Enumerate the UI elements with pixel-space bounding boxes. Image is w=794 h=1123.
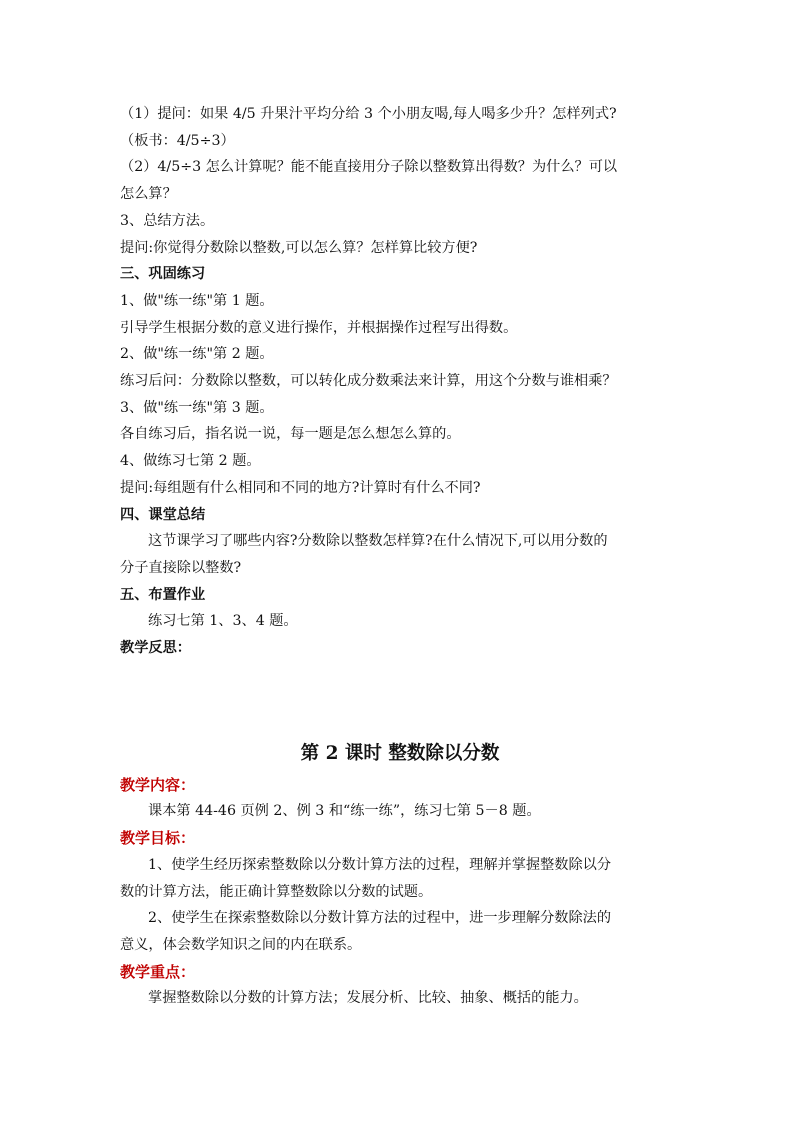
lesson-title: 第 2 课时 整数除以分数 xyxy=(300,742,500,764)
practice-4: 4、做练习七第 2 题。 xyxy=(120,453,261,470)
document-body xyxy=(120,101,680,1012)
question-2-part-2: 怎么算？ xyxy=(120,186,177,203)
summary-question: 提问:你觉得分数除以整数,可以怎么算？怎样算比较方便? xyxy=(120,239,478,256)
goal-2-line-1: 2、使学生在探索整数除以分数计算方法的过程中，进一步理解分数除法的 xyxy=(148,910,612,927)
practice-2: 2、做"练一练"第 2 题。 xyxy=(120,346,274,363)
goal-1-line-2: 数的计算方法，能正确计算整数除以分数的试题。 xyxy=(120,883,433,900)
practice-1-note: 引导学生根据分数的意义进行操作，并根据操作过程写出得数。 xyxy=(120,319,518,336)
heading-practice: 三、巩固练习 xyxy=(120,266,206,283)
practice-1: 1、做"练一练"第 1 题。 xyxy=(120,292,274,309)
practice-2-note: 练习后问：分数除以整数，可以转化成分数乘法来计算，用这个分数与谁相乘？ xyxy=(120,373,617,390)
teaching-content-heading: 教学内容： xyxy=(120,775,196,794)
key-point-heading: 教学重点： xyxy=(120,962,196,981)
class-summary-line-2: 分子直接除以整数? xyxy=(120,559,242,576)
heading-homework: 五、布置作业 xyxy=(120,586,206,603)
board-note: （板书：4/5÷3） xyxy=(120,132,235,149)
section-gap xyxy=(120,662,680,733)
class-summary-line-1: 这节课学习了哪些内容?分数除以整数怎样算?在什么情况下,可以用分数的 xyxy=(148,533,608,550)
key-point-text: 掌握整数除以分数的计算方法；发展分析、比较、抽象、概括的能力。 xyxy=(148,990,588,1007)
goal-1-line-1: 1、使学生经历探索整数除以分数计算方法的过程，理解并掌握整数除以分 xyxy=(148,856,612,873)
teaching-content-text: 课本第 44-46 页例 2、例 3 和“练一练”，练习七第 5－8 题。 xyxy=(148,803,541,820)
heading-class-summary: 四、课堂总结 xyxy=(120,506,206,523)
goal-2-line-2: 意义，体会数学知识之间的内在联系。 xyxy=(120,936,362,953)
homework-text: 练习七第 1、3、4 题。 xyxy=(148,613,298,630)
teaching-reflection-label: 教学反思： xyxy=(120,640,191,657)
question-2-part-1: （2）4/5÷3 怎么计算呢？能不能直接用分子除以整数算出得数？为什么？可以 xyxy=(120,159,618,176)
practice-4-note: 提问:每组题有什么相同和不同的地方?计算时有什么不同? xyxy=(120,479,481,496)
question-1: （1）提问：如果 4/5 升果汁平均分给 3 个小朋友喝,每人喝多少升？怎样列式? xyxy=(120,106,617,122)
practice-3-note: 各自练习后，指名说一说，每一题是怎么想怎么算的。 xyxy=(120,426,461,443)
teaching-goals-heading: 教学目标： xyxy=(120,829,196,848)
practice-3: 3、做"练一练"第 3 题。 xyxy=(120,399,274,416)
summary-method: 3、总结方法。 xyxy=(120,212,215,229)
